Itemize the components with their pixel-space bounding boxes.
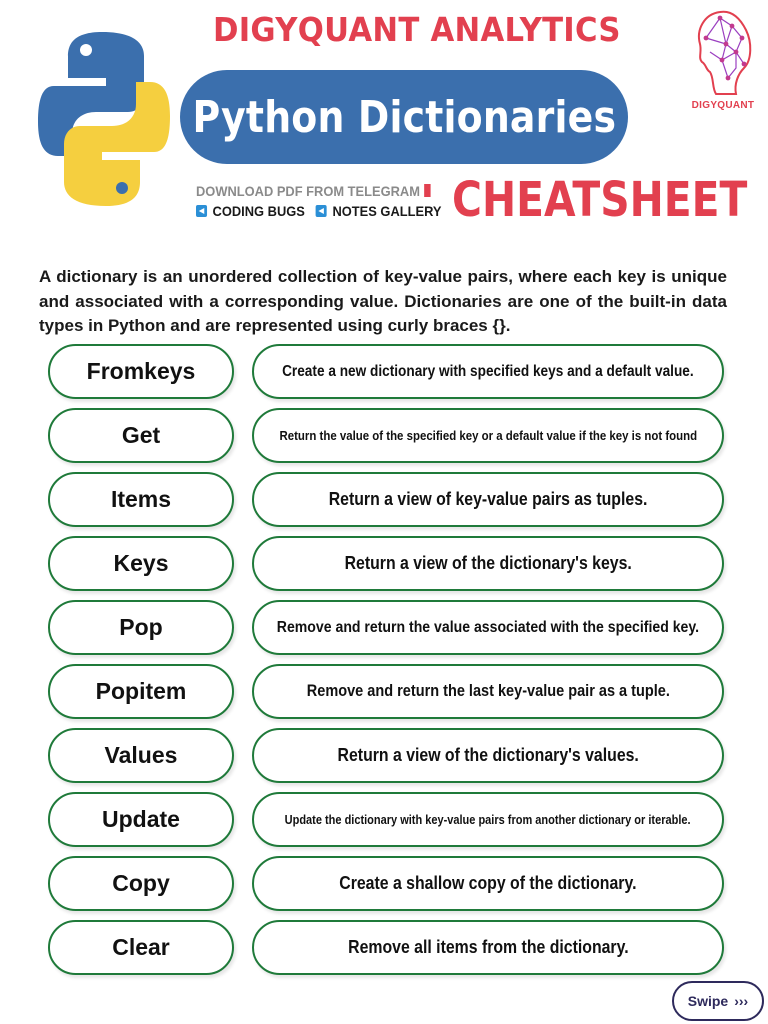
channel-notes-gallery[interactable]: NOTES GALLERY	[332, 203, 442, 219]
method-name: Update	[48, 792, 234, 847]
method-row	[48, 536, 724, 591]
pdf-icon	[425, 184, 431, 197]
download-note	[196, 183, 431, 199]
swipe-button[interactable]	[672, 981, 764, 1021]
method-row	[48, 728, 724, 783]
method-name: Pop	[48, 600, 234, 655]
intro-paragraph: A dictionary is an unordered collection of key-value pairs, where each key is unique and associated with a corresponding value. Dictionaries are one of the built-in data types in Python and are represented using curly braces {}.	[39, 267, 727, 335]
method-description: Create a shallow copy of the dictionary.	[252, 856, 724, 911]
method-row	[48, 344, 724, 399]
page-title: Python Dictionaries	[192, 91, 616, 143]
swipe-label: Swipe	[687, 993, 729, 1009]
method-description: Return a view of the dictionary's keys.	[252, 536, 724, 591]
method-description: Remove and return the last key-value pair as a tuple.	[252, 664, 724, 719]
method-description: Remove all items from the dictionary.	[252, 920, 724, 975]
method-description: Return a view of key-value pairs as tuples.	[252, 472, 724, 527]
method-name: Keys	[48, 536, 234, 591]
download-text: DOWNLOAD PDF FROM TELEGRAM	[196, 183, 420, 199]
method-row	[48, 600, 724, 655]
method-description: Remove and return the value associated with the specified key.	[252, 600, 724, 655]
method-name: Items	[48, 472, 234, 527]
method-name: Values	[48, 728, 234, 783]
method-row	[48, 472, 724, 527]
method-name: Copy	[48, 856, 234, 911]
method-description: Return a view of the dictionary's values.	[252, 728, 724, 783]
digyquant-head-icon	[692, 8, 754, 98]
channel-coding-bugs[interactable]: CODING BUGS	[212, 203, 305, 219]
method-name: Popitem	[48, 664, 234, 719]
method-name: Get	[48, 408, 234, 463]
method-row	[48, 920, 724, 975]
method-row	[48, 856, 724, 911]
title-banner	[180, 70, 628, 164]
cheatsheet-label: CHEATSHEET	[452, 172, 748, 228]
telegram-icon	[316, 205, 327, 217]
python-logo-icon	[36, 30, 172, 208]
method-description: Create a new dictionary with specified keys and a default value.	[252, 344, 724, 399]
telegram-icon	[196, 205, 207, 217]
method-row	[48, 664, 724, 719]
method-row	[48, 792, 724, 847]
methods-list	[48, 344, 724, 984]
method-description: Return the value of the specified key or a default value if the key is not found	[252, 408, 724, 463]
method-description: Update the dictionary with key-value pairs from another dictionary or iterable.	[252, 792, 724, 847]
method-name: Clear	[48, 920, 234, 975]
brand-title: DIGYQUANT ANALYTICS	[212, 10, 621, 49]
chevron-right-icon: ›››	[734, 993, 749, 1009]
method-name: Fromkeys	[48, 344, 234, 399]
method-row	[48, 408, 724, 463]
digyquant-logo-text: DIGYQUANT	[691, 100, 755, 111]
telegram-channels	[196, 203, 441, 219]
